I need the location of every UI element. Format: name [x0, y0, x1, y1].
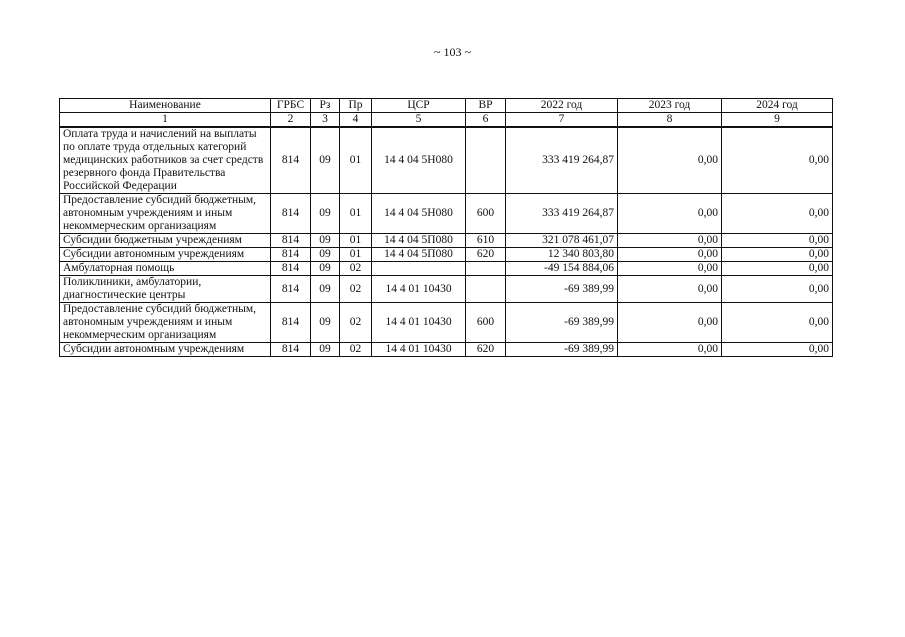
cell-grbs: 814: [271, 303, 311, 343]
column-number: 9: [722, 113, 833, 128]
table-row: [60, 343, 833, 357]
cell-name: Предоставление субсидий бюджетным, автономным учреждениям и иным некоммерческим организациям: [60, 303, 271, 343]
cell-vr: [466, 262, 506, 276]
cell-csr: 14 4 04 5Н080: [372, 194, 466, 234]
cell-2022: 321 078 461,07: [506, 234, 618, 248]
cell-grbs: 814: [271, 248, 311, 262]
cell-2024: 0,00: [722, 194, 833, 234]
cell-grbs: 814: [271, 127, 311, 194]
cell-2023: 0,00: [618, 127, 722, 194]
cell-vr: [466, 276, 506, 303]
cell-2024: 0,00: [722, 234, 833, 248]
cell-2023: 0,00: [618, 194, 722, 234]
cell-2022: -69 389,99: [506, 343, 618, 357]
cell-grbs: 814: [271, 262, 311, 276]
column-number: 6: [466, 113, 506, 128]
cell-rz: 09: [311, 127, 340, 194]
cell-rz: 09: [311, 248, 340, 262]
column-number: 1: [60, 113, 271, 128]
cell-2022: 333 419 264,87: [506, 127, 618, 194]
cell-name: Субсидии автономным учреждениям: [60, 248, 271, 262]
cell-2022: -69 389,99: [506, 303, 618, 343]
cell-grbs: 814: [271, 343, 311, 357]
column-number-row: [60, 113, 833, 128]
cell-csr: 14 4 04 5Н080: [372, 127, 466, 194]
cell-2023: 0,00: [618, 276, 722, 303]
cell-csr: 14 4 04 5П080: [372, 248, 466, 262]
column-number: 2: [271, 113, 311, 128]
cell-2022: -69 389,99: [506, 276, 618, 303]
cell-name: Субсидии бюджетным учреждениям: [60, 234, 271, 248]
header-grbs: ГРБС: [271, 99, 311, 113]
table-row: [60, 194, 833, 234]
cell-rz: 09: [311, 343, 340, 357]
cell-vr: 620: [466, 343, 506, 357]
header-2024: 2024 год: [722, 99, 833, 113]
cell-csr: 14 4 01 10430: [372, 343, 466, 357]
cell-csr: 14 4 01 10430: [372, 276, 466, 303]
cell-2024: 0,00: [722, 262, 833, 276]
header-name: Наименование: [60, 99, 271, 113]
cell-csr: 14 4 04 5П080: [372, 234, 466, 248]
budget-table: [59, 98, 833, 357]
cell-2024: 0,00: [722, 276, 833, 303]
cell-2024: 0,00: [722, 248, 833, 262]
header-pr: Пр: [340, 99, 372, 113]
cell-pr: 02: [340, 262, 372, 276]
cell-pr: 01: [340, 234, 372, 248]
column-number: 7: [506, 113, 618, 128]
cell-rz: 09: [311, 276, 340, 303]
page-number: ~ 103 ~: [434, 45, 471, 59]
cell-2024: 0,00: [722, 303, 833, 343]
cell-vr: 620: [466, 248, 506, 262]
cell-name: Субсидии автономным учреждениям: [60, 343, 271, 357]
cell-name: Поликлиники, амбулатории, диагностические центры: [60, 276, 271, 303]
cell-pr: 02: [340, 303, 372, 343]
cell-2024: 0,00: [722, 343, 833, 357]
cell-csr: 14 4 01 10430: [372, 303, 466, 343]
cell-vr: 610: [466, 234, 506, 248]
column-number: 8: [618, 113, 722, 128]
table-row: [60, 276, 833, 303]
cell-2023: 0,00: [618, 262, 722, 276]
cell-rz: 09: [311, 262, 340, 276]
table-row: [60, 303, 833, 343]
cell-pr: 01: [340, 194, 372, 234]
cell-2022: 333 419 264,87: [506, 194, 618, 234]
cell-grbs: 814: [271, 276, 311, 303]
cell-name: Оплата труда и начислений на выплаты по оплате труда отдельных категорий медицинских работников за счет средств резервного фонда Правительства Российской Федерации: [60, 127, 271, 194]
table-row: [60, 262, 833, 276]
cell-2022: -49 154 884,06: [506, 262, 618, 276]
cell-vr: 600: [466, 194, 506, 234]
cell-rz: 09: [311, 194, 340, 234]
header-row: [60, 99, 833, 113]
cell-2023: 0,00: [618, 248, 722, 262]
cell-pr: 02: [340, 276, 372, 303]
table-row: [60, 127, 833, 194]
table-row: [60, 248, 833, 262]
cell-csr: [372, 262, 466, 276]
column-number: 4: [340, 113, 372, 128]
cell-grbs: 814: [271, 194, 311, 234]
cell-2024: 0,00: [722, 127, 833, 194]
header-2023: 2023 год: [618, 99, 722, 113]
header-2022: 2022 год: [506, 99, 618, 113]
column-number: 3: [311, 113, 340, 128]
cell-rz: 09: [311, 234, 340, 248]
cell-pr: 02: [340, 343, 372, 357]
cell-rz: 09: [311, 303, 340, 343]
table-row: [60, 234, 833, 248]
cell-vr: [466, 127, 506, 194]
cell-2023: 0,00: [618, 303, 722, 343]
header-vr: ВР: [466, 99, 506, 113]
cell-name: Амбулаторная помощь: [60, 262, 271, 276]
cell-name: Предоставление субсидий бюджетным, автономным учреждениям и иным некоммерческим организациям: [60, 194, 271, 234]
cell-2023: 0,00: [618, 234, 722, 248]
cell-pr: 01: [340, 248, 372, 262]
cell-2023: 0,00: [618, 343, 722, 357]
cell-vr: 600: [466, 303, 506, 343]
cell-pr: 01: [340, 127, 372, 194]
column-number: 5: [372, 113, 466, 128]
header-rz: Рз: [311, 99, 340, 113]
cell-grbs: 814: [271, 234, 311, 248]
header-csr: ЦСР: [372, 99, 466, 113]
cell-2022: 12 340 803,80: [506, 248, 618, 262]
